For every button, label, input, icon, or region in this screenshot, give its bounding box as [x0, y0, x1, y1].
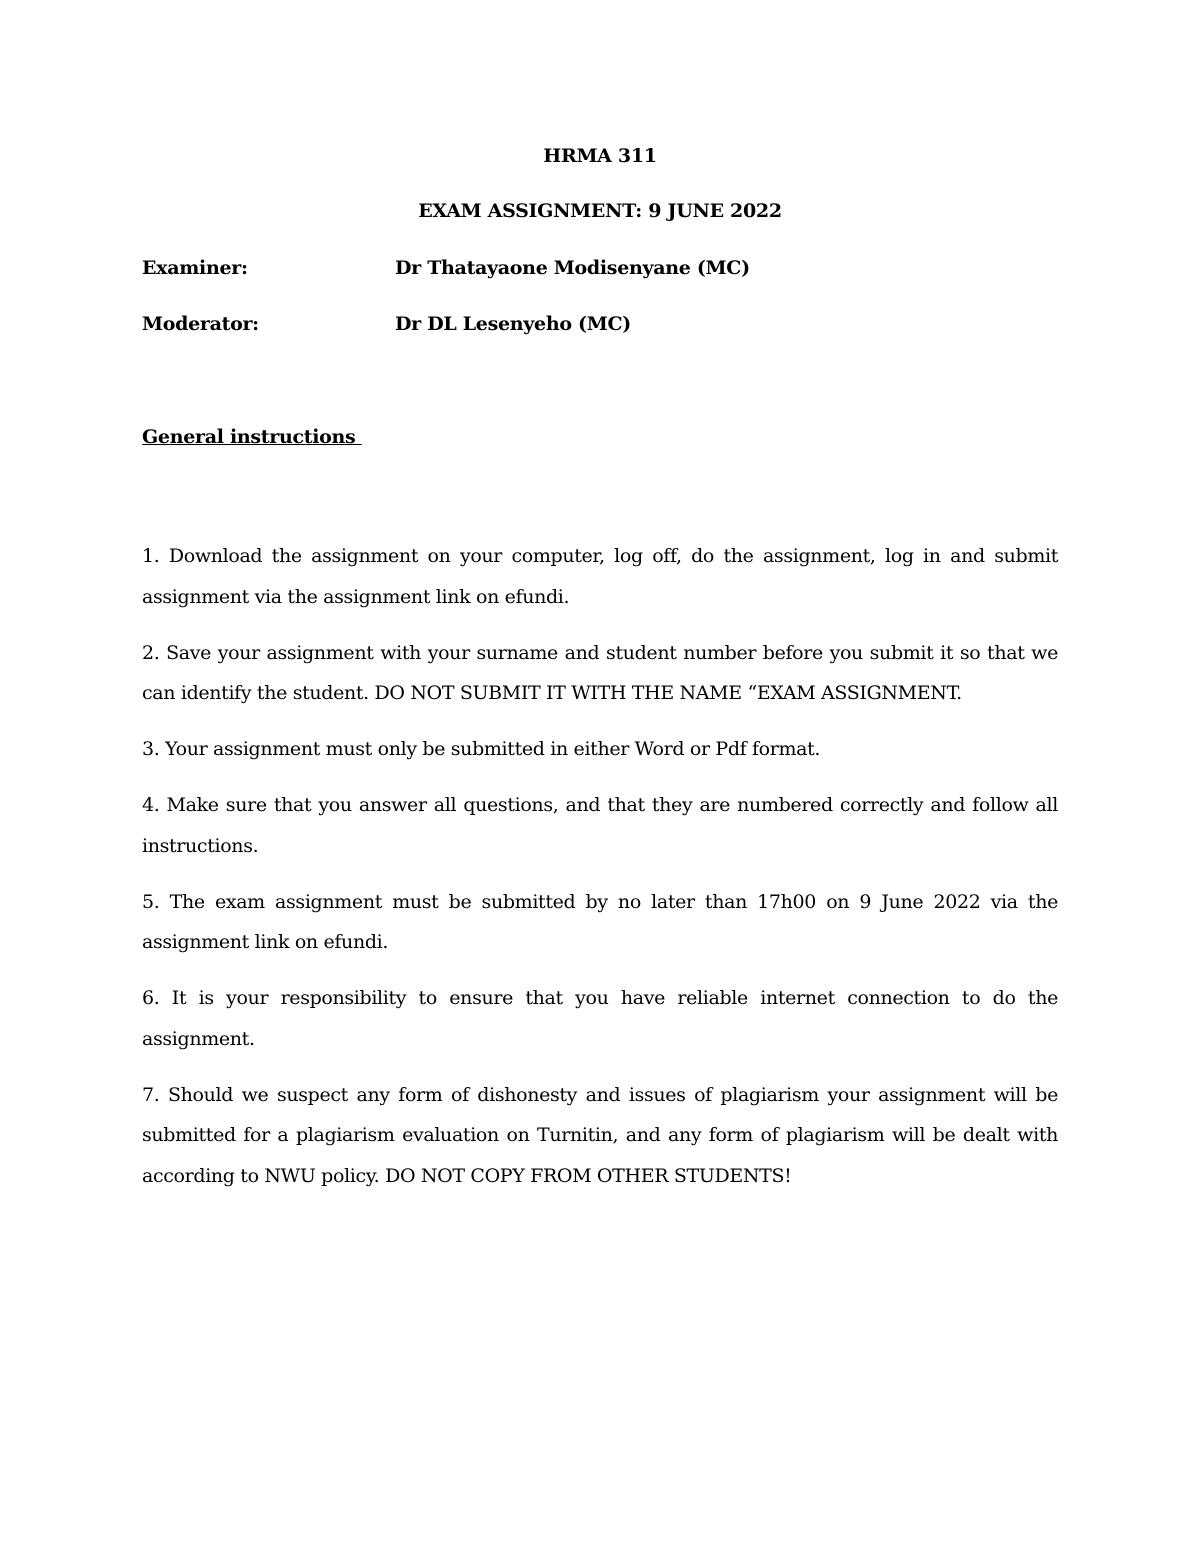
moderator-row	[142, 313, 631, 335]
instructions-list	[142, 536, 1058, 1212]
examiner-row	[142, 257, 750, 279]
instruction-item: 6. It is your responsibility to ensure that you have reliable internet connection to do the assignment.	[142, 987, 1058, 1050]
moderator-label: Moderator:	[142, 313, 259, 335]
examiner-label: Examiner:	[142, 257, 248, 279]
instruction-item: 4. Make sure that you answer all questions, and that they are numbered correctly and follow all instructions.	[142, 794, 1058, 857]
instruction-item: 3. Your assignment must only be submitted in either Word or Pdf format.	[142, 738, 821, 760]
instruction-item: 2. Save your assignment with your surname and student number before you submit it so that we can identify the student. DO NOT SUBMIT IT WITH THE NAME “EXAM ASSIGNMENT.	[142, 641, 1058, 704]
instruction-item: 7. Should we suspect any form of dishonesty and issues of plagiarism your assignment will be submitted for a plagiarism evaluation on Turnitin, and any form of plagiarism will be dealt with according to NWU policy. DO NOT COPY FROM OTHER STUDENTS!	[142, 1083, 1058, 1187]
exam-title: EXAM ASSIGNMENT: 9 JUNE 2022	[418, 200, 782, 222]
examiner-name: Dr Thatayaone Modisenyane (MC)	[395, 257, 750, 279]
instructions-heading: General instructions	[142, 426, 362, 448]
course-code: HRMA 311	[543, 145, 657, 167]
instruction-item: 5. The exam assignment must be submitted by no later than 17h00 on 9 June 2022 via the assignment link on efundi.	[142, 890, 1058, 953]
moderator-name: Dr DL Lesenyeho (MC)	[395, 313, 631, 335]
instruction-item: 1. Download the assignment on your computer, log off, do the assignment, log in and submit assignment via the assignment link on efundi.	[142, 545, 1058, 608]
